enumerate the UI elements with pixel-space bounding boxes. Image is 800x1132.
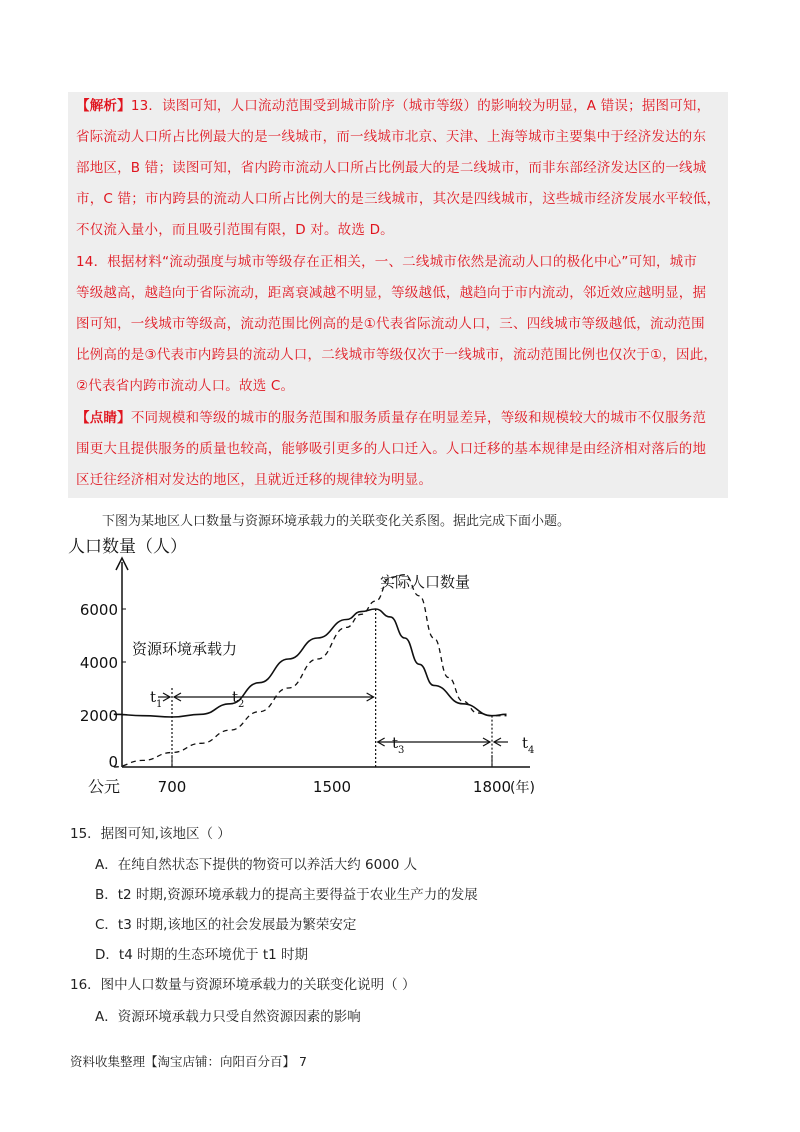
answer-line: 【点睛】不同规模和等级的城市的服务范围和服务质量存在明显差异，等级和规模较大的城市不仅服务范 bbox=[76, 410, 707, 426]
question-16: 16．图中人口数量与资源环境承载力的关联变化说明（ ） bbox=[70, 977, 416, 993]
x-tick-label: 700 bbox=[157, 778, 187, 796]
x-origin-label: 公元 bbox=[88, 777, 121, 796]
t1-letter: t bbox=[150, 688, 157, 706]
t4-letter: t bbox=[522, 734, 529, 752]
answer-line: 【解析】13．读图可知，人口流动范围受到城市阶序（城市等级）的影响较为明显，A 错误；据图可知， bbox=[76, 98, 711, 114]
answer-line: 等级越高，越趋向于省际流动，距离衰减越不明显，等级越低，越趋向于市内流动，邻近效应越明显，据 bbox=[76, 285, 707, 301]
population-capacity-chart bbox=[60, 530, 560, 805]
period-label-t4 bbox=[522, 734, 534, 756]
answer-line: 省际流动人口所占比例最大的是一线城市，而一线城市北京、天津、上海等城市主要集中于经济发达的东 bbox=[76, 129, 707, 145]
page-footer: 资料收集整理【淘宝店铺：向阳百分百】 7 bbox=[70, 1054, 307, 1069]
period-label-t2 bbox=[232, 688, 244, 710]
series-label-population: 实际人口数量 bbox=[380, 573, 471, 591]
option-15-d: D．t4 时期的生态环境优于 t1 时期 bbox=[95, 947, 309, 963]
capacity-line bbox=[114, 609, 507, 717]
t2-letter: t bbox=[232, 688, 239, 706]
answer-line: ②代表省内跨市流动人口。故选 C。 bbox=[76, 378, 295, 394]
series-layer bbox=[114, 575, 507, 767]
question-15: 15．据图可知,该地区（ ） bbox=[70, 826, 231, 842]
answer-line: 14．根据材料“流动强度与城市等级存在正相关，一、二线城市依然是流动人口的极化中心”可知，城市 bbox=[76, 254, 698, 270]
answer-explanation-box bbox=[68, 92, 728, 498]
answer-line: 不仅流入量小，而且吸引范围有限，D 对。故选 D。 bbox=[76, 222, 394, 238]
t3-sub: 3 bbox=[398, 745, 405, 756]
y-axis-label: 人口数量（人） bbox=[68, 537, 187, 557]
series-label-capacity: 资源环境承载力 bbox=[132, 640, 238, 658]
answer-line: 比例高的是③代表市内跨县的流动人口，二线城市等级仅次于一线城市，流动范围比例也仅次于①，因此， bbox=[76, 347, 718, 363]
period-label-t1 bbox=[150, 688, 162, 710]
option-15-a: A．在纯自然状态下提供的物资可以养活大约 6000 人 bbox=[95, 857, 418, 873]
y-tick-label: 0 bbox=[108, 753, 118, 771]
answer-line: 部地区，B 错；读图可知，省内跨市流动人口所占比例最大的是二线城市，而非东部经济发达区的一线城 bbox=[76, 160, 707, 176]
answer-line: 市，C 错；市内跨县的流动人口所占比例大的是三线城市，其次是四线城市，这些城市经济发展水平较低， bbox=[76, 191, 721, 207]
t4-sub: 4 bbox=[528, 745, 535, 756]
x-axis-label: (年) bbox=[510, 780, 535, 796]
option-16-a: A．资源环境承载力只受自然资源因素的影响 bbox=[95, 1009, 361, 1025]
y-tick-label: 2000 bbox=[79, 707, 118, 725]
option-15-c: C．t3 时期,该地区的社会发展最为繁荣安定 bbox=[95, 917, 357, 933]
option-15-b: B．t2 时期,资源环境承载力的提高主要得益于农业生产力的发展 bbox=[95, 887, 478, 903]
answer-line: 图可知，一线城市等级高，流动范围比例高的是①代表省际流动人口，三、四线城市等级越低，流动范围 bbox=[76, 316, 705, 332]
period-label-t3 bbox=[392, 734, 404, 756]
question-intro: 下图为某地区人口数量与资源环境承载力的关联变化关系图。据此完成下面小题。 bbox=[102, 514, 571, 529]
answer-line: 围更大且提供服务的质量也较高，能够吸引更多的人口迁入。人口迁移的基本规律是由经济相对落后的地 bbox=[76, 441, 707, 457]
marker-layer bbox=[158, 609, 508, 767]
y-tick-label: 6000 bbox=[79, 601, 118, 619]
population-line bbox=[114, 575, 507, 767]
t3-letter: t bbox=[392, 734, 399, 752]
y-tick-label: 4000 bbox=[79, 654, 118, 672]
x-tick-label: 1800 bbox=[472, 778, 512, 796]
answer-line: 区迁往经济相对发达的地区，且就近迁移的规律较为明显。 bbox=[76, 472, 433, 488]
x-tick-label: 1500 bbox=[312, 778, 352, 796]
t2-sub: 2 bbox=[238, 699, 245, 710]
t1-sub: 1 bbox=[156, 699, 163, 710]
